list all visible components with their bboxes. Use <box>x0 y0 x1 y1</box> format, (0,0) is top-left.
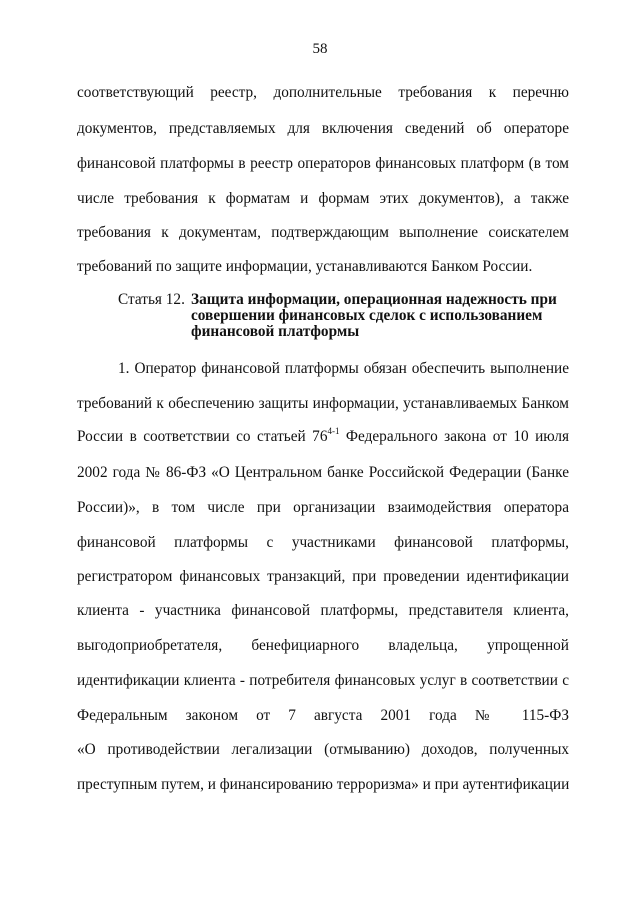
page-number: 58 <box>312 41 328 57</box>
article-title-line: финансовой платформы <box>191 323 360 340</box>
article-title-line: совершении финансовых сделок с использованием <box>191 307 543 324</box>
paragraph2-line: регистратором финансовых транзакций, при проведении идентификации <box>77 568 569 585</box>
article-title-line: Защита информации, операционная надежность при <box>191 291 557 308</box>
paragraph2-line: России)», в том числе при организации взаимодействия оператора <box>77 499 569 516</box>
paragraph1-line: соответствующий реестр, дополнительные требования к перечню <box>77 84 569 101</box>
paragraph2-text: Федерального закона от 10 июля <box>339 428 569 445</box>
paragraph2-line: финансовой платформы с участниками финансовой платформы, <box>77 534 569 551</box>
article-title <box>191 292 571 340</box>
paragraph2-line: «О противодействии легализации (отмыванию) доходов, полученных <box>77 741 569 758</box>
paragraph2-line: 1. Оператор финансовой платформы обязан обеспечить выполнение <box>118 360 569 377</box>
paragraph2-text: России в соответствии со статьей 76 <box>77 428 328 445</box>
paragraph2-line: Федеральным законом от 7 августа 2001 года № 115-ФЗ <box>77 707 569 724</box>
paragraph2-line: 2002 года № 86-ФЗ «О Центральном банке Российской Федерации (Банке <box>77 464 569 481</box>
paragraph1-line: числе требования к форматам и формам этих документов), а также <box>77 190 569 207</box>
paragraph2-line: преступным путем, и финансированию терроризма» и при аутентификации <box>77 776 570 793</box>
paragraph1-line: требований по защите информации, устанавливаются Банком России. <box>77 258 533 275</box>
article-label: Статья 12. <box>118 291 185 308</box>
article-number-superscript: 4-1 <box>327 426 340 436</box>
paragraph2-line: клиента - участника финансовой платформы, представителя клиента, <box>77 602 569 619</box>
paragraph2-line: требований к обеспечению защиты информации, устанавливаемых Банком <box>77 395 569 412</box>
paragraph2-line: выгодоприобретателя, бенефициарного владельца, упрощенной <box>77 637 569 654</box>
paragraph1-line: финансовой платформы в реестр операторов финансовых платформ (в том <box>77 155 569 172</box>
paragraph2-line: идентификации клиента - потребителя финансовых услуг в соответствии с <box>77 672 569 689</box>
paragraph2-line-with-superscript <box>77 428 569 446</box>
paragraph1-line: документов, представляемых для включения сведений об операторе <box>77 120 569 137</box>
paragraph1-line: требования к документам, подтверждающим выполнение соискателем <box>77 224 569 241</box>
